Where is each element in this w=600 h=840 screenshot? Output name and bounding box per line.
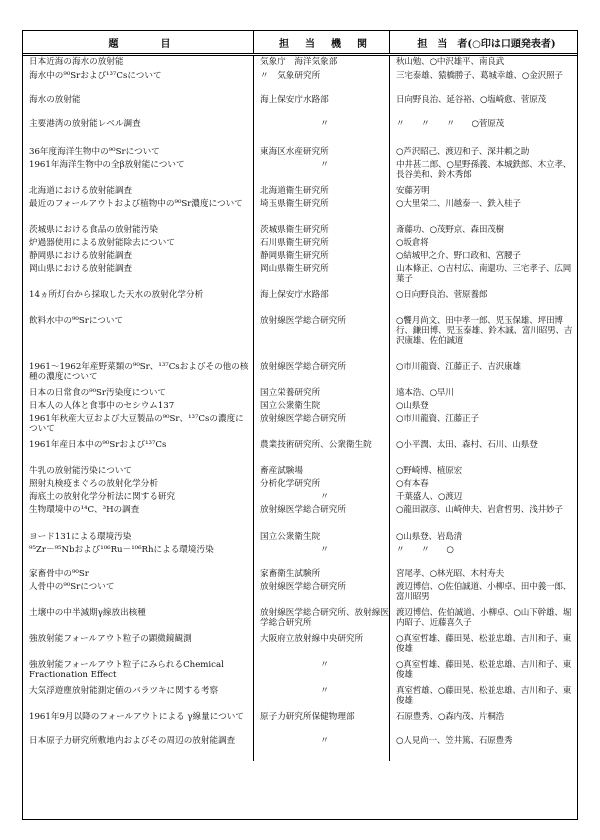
row-persons: 〃 〃 〃 ○菅原茂 (389, 118, 577, 146)
table-row (23, 685, 577, 711)
row-institution: 国立栄養研究所 (253, 387, 389, 400)
row-institution: 〃 (253, 491, 389, 504)
row-institution: 原子力研究所保健物理部 (253, 711, 389, 735)
row-persons: ○山県登、岩島清 (389, 531, 577, 544)
row-persons: 日向野良治、延谷裕、○塩崎愈、菅原茂 (389, 94, 577, 118)
row-institution: 農業技術研究所、公衆衛生院 (253, 439, 389, 465)
row-persons: 渡辺博信、佐伯誠道、小柳卓、○山下幹雄、堀内昭子、近藤喜久子 (389, 607, 577, 633)
row-subject: 36年度海洋生物中の⁹⁰Srについて (29, 147, 160, 157)
row-persons: 山本條正、○吉村広、南還功、三宅孝子、広岡葉子 (389, 263, 577, 289)
row-institution: 石川県衛生研究所 (253, 237, 389, 250)
header-persons: 担 当 者(○印は口頭発表者) (389, 31, 577, 53)
row-subject: 日本原子力研究所敷地内およびその周辺の放射能調査 (29, 736, 236, 746)
row-subject: 日本人の人体と食事中のセシウム137 (29, 401, 175, 411)
row-institution: 静岡県衛生研究所 (253, 250, 389, 263)
row-subject: 家畜骨中の⁹⁰Sr (29, 569, 89, 579)
row-subject: 北海道における放射能調査 (29, 186, 133, 196)
table-row (23, 224, 577, 237)
row-persons: ○大里栄二、川越泰一、鉄入桂子 (389, 198, 577, 224)
row-institution: 放射線医学総合研究所 (253, 413, 389, 439)
row-subject: 1961年秋産大豆および大豆製品の⁹⁰Sr、¹³⁷Csの濃度について (29, 414, 244, 434)
row-subject: 岡山県における放射能調査 (29, 264, 133, 274)
row-subject: 日本近海の海水の放射能 (29, 57, 124, 67)
row-institution: 東海区水産研究所 (253, 146, 389, 159)
row-persons: ○小平潤、太田、森村、石川、山県登 (389, 439, 577, 465)
table-header (23, 31, 577, 56)
row-persons: ○日向野良治、菅原養郎 (389, 289, 577, 315)
header-subject: 題 目 (108, 38, 174, 50)
table-row (23, 70, 577, 94)
table-row (23, 581, 577, 607)
row-institution: 家畜衛生試験所 (253, 568, 389, 581)
table-row (23, 633, 577, 659)
row-persons: 遠本浩、○早川 (389, 387, 577, 400)
row-subject: 炉過器使用による放射能除去について (29, 238, 175, 248)
table-row (23, 439, 577, 465)
table-row (23, 159, 577, 185)
row-institution: 放射線医学総合研究所 (253, 581, 389, 607)
row-persons: ○市川龍資、江藤正子 (389, 413, 577, 439)
row-institution: 放射線医学総合研究所 (253, 361, 389, 387)
row-subject: 人骨中の⁹⁰Srについて (29, 582, 115, 592)
table-row (23, 198, 577, 224)
table-row (23, 607, 577, 633)
row-institution: 国立公衆衛生院 (253, 400, 389, 413)
row-persons: 秋山勉、○中沢雄平、南良武 (389, 56, 577, 70)
table-row (23, 478, 577, 491)
row-subject: 強放射能フォールアウト粒子の顕微鏡観測 (29, 634, 192, 644)
row-institution: 分析化学研究所 (253, 478, 389, 491)
table-row (23, 289, 577, 315)
row-persons: 宮尾孝、○林光昭、木村寿夫 (389, 568, 577, 581)
row-persons: ○有本春 (389, 478, 577, 491)
row-subject: 飲料水中の⁹⁰Srについて (29, 316, 124, 326)
table-row (23, 465, 577, 478)
table-row (23, 504, 577, 531)
row-subject: 土壌中の中半減期γ線放出核種 (29, 608, 146, 618)
row-subject: 茨城県における食品の放射能汚染 (29, 225, 158, 235)
row-subject: 1961年9月以降のフォールアウトによる γ線量について (29, 712, 244, 722)
table-row (23, 56, 577, 70)
row-institution: 放射線医学総合研究所 (253, 504, 389, 531)
table-row (23, 237, 577, 250)
row-persons: 斎藤功、○茂野京、森田茂樹 (389, 224, 577, 237)
table-row (23, 544, 577, 568)
header-institution: 担 当 機 関 (253, 31, 389, 53)
row-institution: 海上保安庁水路部 (253, 94, 389, 118)
row-persons: 渡辺博信、○佐伯誠道、小柳卓、田中義一郎、富川昭男 (389, 581, 577, 607)
row-subject: 海水中の⁹⁰Srおよび¹³⁷Csについて (29, 71, 162, 81)
row-subject: ⁹⁵Zr－⁹⁵Nbおよび¹⁰⁶Ru－¹⁰⁶Rhによる環境汚染 (29, 545, 214, 555)
row-institution: 海上保安庁水路部 (253, 289, 389, 315)
row-persons: ○人見尚一、笠井篤、石原豊秀 (389, 735, 577, 761)
row-persons: ○芦沢昭己、渡辺和子、深井頼之助 (389, 146, 577, 159)
row-subject: ヨード131による環境汚染 (29, 532, 132, 542)
row-persons: 石原豊秀、○森内茂、片桐浩 (389, 711, 577, 735)
row-persons: 〃 〃 ○ (389, 544, 577, 568)
row-persons: 真室哲雄、○藤田晃、松並忠雄、吉川和子、東俊雄 (389, 685, 577, 711)
table-body (23, 56, 577, 761)
row-subject: 日本の日常食の⁹⁰Sr汚染度について (29, 388, 167, 398)
table-row (23, 361, 577, 387)
row-institution: 畜産試験場 (253, 465, 389, 478)
table-row (23, 711, 577, 735)
row-subject: 1961～1962年産野菜類の⁹⁰Sr、¹³⁷Csおよびその他の核種の濃度について (29, 362, 249, 382)
row-persons: ○真室哲雄、藤田晃、松並忠雄、吉川和子、東俊雄 (389, 633, 577, 659)
row-persons: 千葉盛人、○渡辺 (389, 491, 577, 504)
row-institution: 〃 気象研究所 (253, 70, 389, 94)
row-subject: 1961年海洋生物中の全β放射能について (29, 160, 185, 170)
table-row (23, 491, 577, 504)
row-subject: 牛乳の放射能汚染について (29, 466, 132, 476)
row-persons: ○坂倉将 (389, 237, 577, 250)
table-row (23, 94, 577, 118)
table-row (23, 263, 577, 289)
row-institution: 放射線医学総合研究所 (253, 315, 389, 361)
row-institution: 〃 (253, 159, 389, 185)
row-institution: 〃 (253, 118, 389, 146)
results-table (22, 30, 578, 820)
row-persons: ○市川龍資、江藤正子、吉沢康雄 (389, 361, 577, 387)
row-persons: ○饗月尚文、田中孝一郎、児玉保雄、坪田博行、鎌田博、児玉泰雄、鈴木誠、富川昭男、吉沢康雄、佐伯誠道 (389, 315, 577, 361)
row-institution: 気象庁 海洋気象部 (253, 56, 389, 70)
table-row (23, 146, 577, 159)
table-row (23, 185, 577, 198)
row-subject: 静岡県における放射能調査 (29, 251, 133, 261)
table-row (23, 118, 577, 146)
row-persons: ○真室哲雄、藤田晃、松並忠雄、吉川和子、東俊雄 (389, 659, 577, 685)
row-persons: 三宅泰雄、猿橋勝子、葛城幸雄、○金沢照子 (389, 70, 577, 94)
table-row (23, 659, 577, 685)
table-row (23, 250, 577, 263)
table-row (23, 568, 577, 581)
row-persons: ○龍田淑彦、山崎伸夫、岩倉哲男、浅井妙子 (389, 504, 577, 531)
row-institution: 〃 (253, 544, 389, 568)
row-institution: 大阪府立放射線中央研究所 (253, 633, 389, 659)
table-row (23, 735, 577, 761)
table-row (23, 531, 577, 544)
row-persons: 安藤芳明 (389, 185, 577, 198)
row-persons: 中井甚二郎、○星野孫義、本城鉄郎、木立孝、長谷美和、鈴木秀郎 (389, 159, 577, 185)
row-subject: 照射丸検疫まぐろの放射化学分析 (29, 479, 158, 489)
row-subject: 海底土の放射化学分析法に関する研究 (29, 492, 176, 502)
row-subject: 海水の放射能 (29, 95, 81, 105)
row-institution: 岡山県衛生研究所 (253, 263, 389, 289)
row-institution: 〃 (253, 659, 389, 685)
row-subject: 1961年産日本中の⁹⁰Srおよび¹³⁷Cs (29, 440, 167, 450)
row-institution: 埼玉県衛生研究所 (253, 198, 389, 224)
row-persons: ○野崎博、植原宏 (389, 465, 577, 478)
row-institution: 茨城県衛生研究所 (253, 224, 389, 237)
row-subject: 強放射能フォールアウト粒子にみられるChemical Fractionation Effect (29, 660, 224, 680)
row-institution: 北海道衛生研究所 (253, 185, 389, 198)
row-subject: 主要港湾の放射能レベル調査 (29, 119, 141, 129)
table-row (23, 413, 577, 439)
row-subject: 大気浮遊塵放射能測定値のバラツキに関する考察 (29, 686, 219, 696)
table-row (23, 315, 577, 361)
row-institution: 〃 (253, 685, 389, 711)
row-persons: ○山県登 (389, 400, 577, 413)
table-row (23, 387, 577, 400)
row-subject: 生物環境中の¹⁴C、³Hの調査 (29, 505, 140, 515)
row-subject: 14ヵ所灯台から採取した天水の放射化学分析 (29, 290, 204, 300)
row-institution: 国立公衆衛生院 (253, 531, 389, 544)
row-institution: 〃 (253, 735, 389, 761)
row-persons: ○結城甲之介、野口政和、宮腰子 (389, 250, 577, 263)
row-subject: 最近のフォールアウトおよび植物中の⁹⁰Sr濃度について (29, 199, 243, 209)
table-row (23, 400, 577, 413)
row-institution: 放射線医学総合研究所、放射線医学総合研究所 (253, 607, 389, 633)
